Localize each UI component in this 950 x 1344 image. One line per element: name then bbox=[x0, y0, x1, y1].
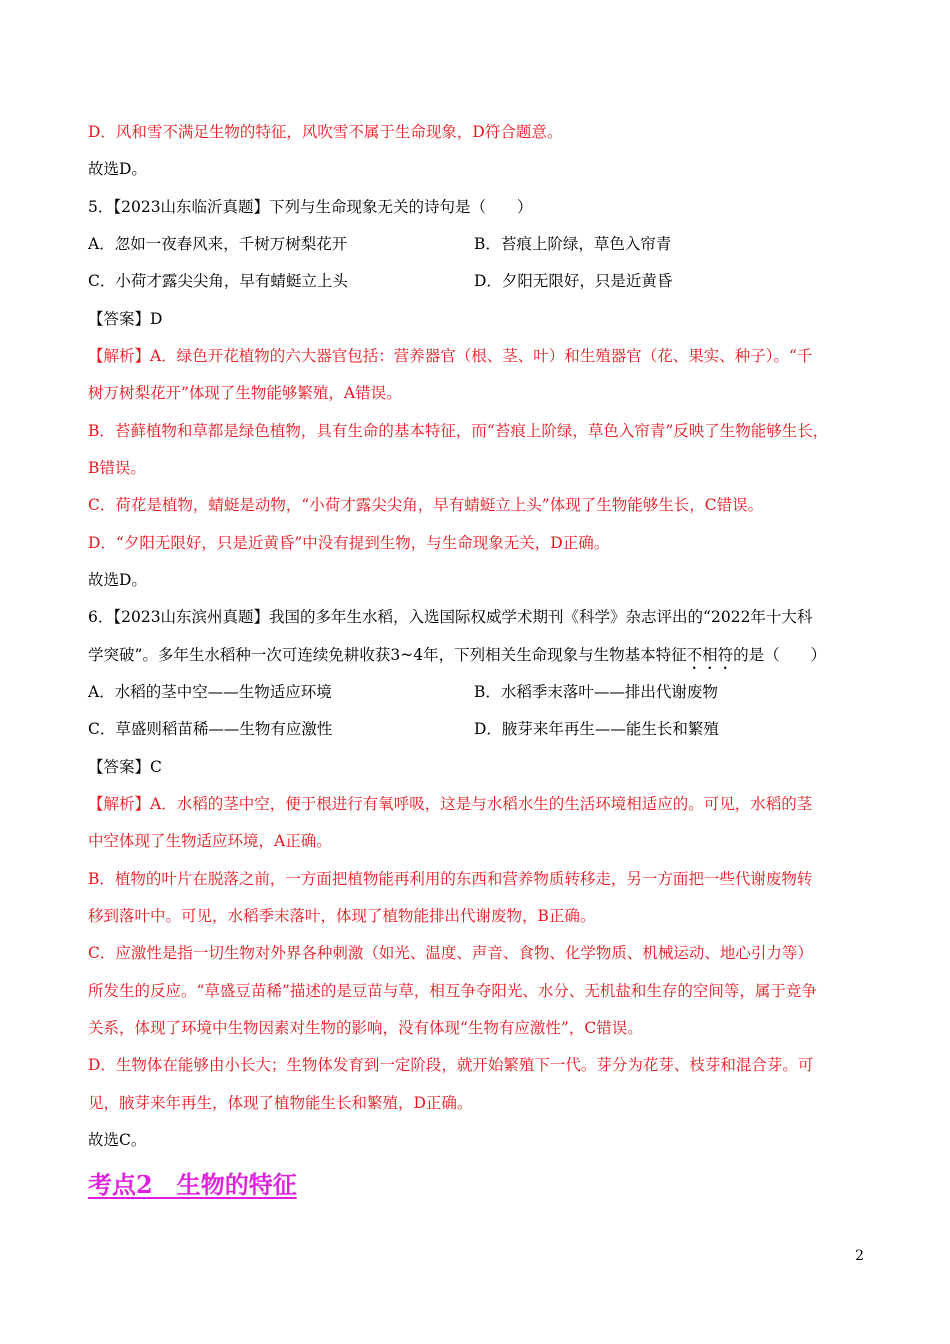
q5-analysis-line: B．苔藓植物和草都是绿色植物，具有生命的基本特征，而“苔痕上阶绿，草色入帘青”反映了生物能够生长， bbox=[88, 422, 829, 440]
q5-analysis-line: C．荷花是植物，蜻蜓是动物，“小荷才露尖尖角，早有蜻蜓立上头”体现了生物能够生长，C错误。 bbox=[88, 496, 764, 514]
q5-analysis-line: 树万树梨花开”体现了生物能够繁殖，A错误。 bbox=[88, 384, 402, 402]
q6-option-b: B．水稻季末落叶——排出代谢废物 bbox=[474, 683, 718, 701]
q6-analysis-line: 见，腋芽来年再生，体现了植物能生长和繁殖，D正确。 bbox=[88, 1094, 473, 1112]
q6-option-c: C．草盛则稻苗稀——生物有应激性 bbox=[88, 720, 333, 738]
q5-stem: 5．【2023山东临沂真题】下列与生命现象无关的诗句是（ ） bbox=[88, 198, 533, 216]
q6-analysis-line: C．应激性是指一切生物对外界各种刺激（如光、温度、声音、食物、化学物质、机械运动、地心引力等） bbox=[88, 944, 813, 962]
q5-answer: 【答案】D bbox=[88, 310, 163, 328]
q6-analysis-line: 中空体现了生物适应环境，A正确。 bbox=[88, 832, 332, 850]
prev-analysis-d: D．风和雪不满足生物的特征，风吹雪不属于生命现象，D符合题意。 bbox=[88, 123, 563, 141]
q6-stem-post: 的是（ ） bbox=[733, 646, 827, 664]
q6-stem-pre: 学突破”。多年生水稻种一次可连续免耕收获3~4年，下列相关生命现象与生物基本特征 bbox=[88, 646, 687, 664]
q5-option-b: B．苔痕上阶绿，草色入帘青 bbox=[474, 235, 672, 253]
q6-analysis-line: 关系，体现了环境中生物因素对生物的影响，没有体现“生物有应激性”，C错误。 bbox=[88, 1019, 643, 1037]
q5-analysis-line: B错误。 bbox=[88, 459, 146, 477]
q6-analysis-line: 所发生的反应。“草盛豆苗稀”描述的是豆苗与草，相互争夺阳光、水分、无机盐和生存的空间等，属于竞争 bbox=[88, 982, 817, 1000]
q6-conclusion: 故选C。 bbox=[88, 1131, 147, 1149]
q6-stem-line1: 6．【2023山东滨州真题】我国的多年生水稻，入选国际权威学术期刊《科学》杂志评出的“2022年十大科 bbox=[88, 608, 813, 626]
prev-conclusion: 故选D。 bbox=[88, 160, 147, 178]
q5-analysis-line: 【解析】A．绿色开花植物的六大器官包括：营养器官（根、茎、叶）和生殖器官（花、果实、种子）。“千 bbox=[88, 347, 813, 365]
q6-analysis-line: D．生物体在能够由小长大；生物体发育到一定阶段，就开始繁殖下一代。芽分为花芽、枝芽和混合芽。可 bbox=[88, 1056, 814, 1074]
q6-option-a: A．水稻的茎中空——生物适应环境 bbox=[88, 683, 332, 701]
q6-stem-line2 bbox=[88, 645, 826, 673]
q5-option-d: D．夕阳无限好，只是近黄昏 bbox=[474, 272, 673, 290]
page-number: 2 bbox=[855, 1248, 864, 1264]
q6-answer: 【答案】C bbox=[88, 758, 162, 776]
q6-option-d: D．腋芽来年再生——能生长和繁殖 bbox=[474, 720, 719, 738]
section-heading: 考点2 生物的特征 bbox=[88, 1170, 297, 1199]
q6-analysis-line: 【解析】A．水稻的茎中空，便于根进行有氧呼吸，这是与水稻水生的生活环境相适应的。可见，水稻的茎 bbox=[88, 795, 813, 813]
q6-stem-emphasis: 不相符 bbox=[686, 646, 734, 664]
q6-analysis-line: 移到落叶中。可见，水稻季末落叶，体现了植物能排出代谢废物，B正确。 bbox=[88, 907, 596, 925]
q5-analysis-line: D．“夕阳无限好，只是近黄昏”中没有提到生物，与生命现象无关，D正确。 bbox=[88, 534, 610, 552]
q5-option-c: C．小荷才露尖尖角，早有蜻蜓立上头 bbox=[88, 272, 348, 290]
q5-option-a: A．忽如一夜春风来，千树万树梨花开 bbox=[88, 235, 348, 253]
q5-conclusion: 故选D。 bbox=[88, 571, 147, 589]
q6-analysis-line: B．植物的叶片在脱落之前，一方面把植物能再利用的东西和营养物质转移走，另一方面把一些代谢废物转 bbox=[88, 870, 813, 888]
